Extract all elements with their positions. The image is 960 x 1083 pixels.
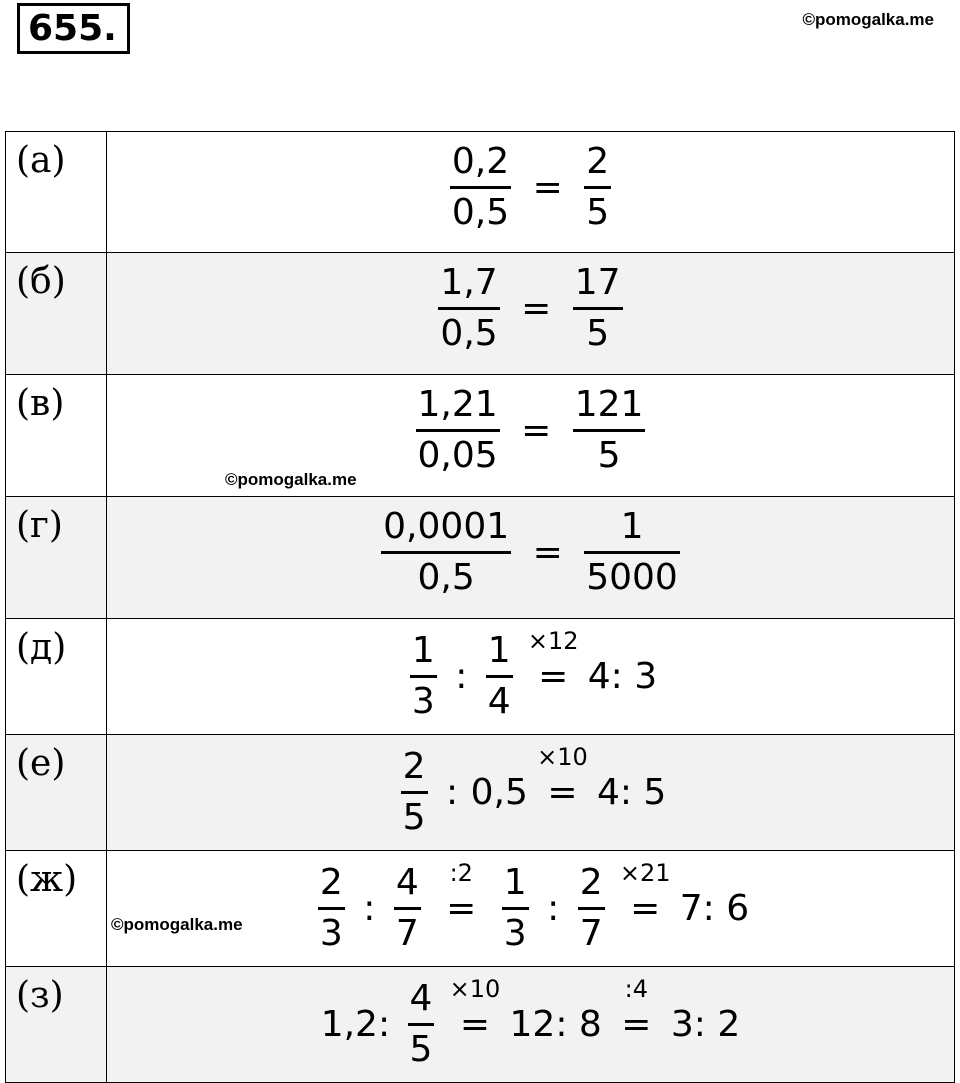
- equation: $\frac{1,21}{0,05}$ = $\frac{121}{5}$: [107, 381, 954, 480]
- fraction: $\frac{1,7}{0,5}$: [438, 259, 499, 358]
- equation: 1,2: $\frac{4}{5}$ ×10 = 12: 8 :4 = 3: 2: [107, 975, 954, 1074]
- transform-equals: ×12 =: [527, 626, 579, 697]
- table-row: [6, 132, 955, 253]
- math-cell: [107, 375, 955, 497]
- fraction: $\frac{1}{4}$: [486, 627, 513, 726]
- equation: $\frac{0,2}{0,5}$ = $\frac{2}{5}$: [107, 138, 954, 237]
- fraction: $\frac{121}{5}$: [573, 381, 646, 480]
- row-label: (ж): [6, 851, 107, 967]
- transform-equals: :4 =: [621, 974, 652, 1045]
- row-label: (г): [6, 497, 107, 619]
- row-label: (з): [6, 967, 107, 1083]
- table-row: [6, 253, 955, 375]
- fraction: $\frac{1,21}{0,05}$: [416, 381, 500, 480]
- math-cell: [107, 497, 955, 619]
- fraction: $\frac{0,2}{0,5}$: [450, 138, 511, 237]
- fraction: $\frac{2}{5}$: [401, 743, 428, 842]
- table-row: [6, 375, 955, 497]
- math-cell: [107, 619, 955, 735]
- transform-equals: ×10 =: [449, 974, 501, 1045]
- row-label: (е): [6, 735, 107, 851]
- fraction: $\frac{4}{5}$: [408, 975, 435, 1074]
- fraction: $\frac{2}{3}$: [318, 859, 345, 958]
- equation: $\frac{0,0001}{0,5}$ = $\frac{1}{5000}$: [107, 503, 954, 602]
- row-label: (д): [6, 619, 107, 735]
- math-cell: [107, 253, 955, 375]
- transform-equals: ×21 =: [619, 858, 671, 929]
- row-label: (б): [6, 253, 107, 375]
- watermark: ©pomogalka.me: [111, 915, 243, 934]
- row-label: (а): [6, 132, 107, 253]
- equation: $\frac{1}{3}$ : $\frac{1}{4}$ ×12 = 4: 3: [107, 627, 954, 726]
- fraction: $\frac{1}{5000}$: [584, 503, 680, 602]
- watermark: ©pomogalka.me: [225, 470, 357, 489]
- math-cell: [107, 851, 955, 967]
- table-row: [6, 619, 955, 735]
- math-cell: [107, 967, 955, 1083]
- math-cell: [107, 132, 955, 253]
- table-row: [6, 497, 955, 619]
- fraction: $\frac{4}{7}$: [394, 859, 421, 958]
- table-row: [6, 967, 955, 1083]
- fraction: $\frac{17}{5}$: [573, 259, 623, 358]
- fraction: $\frac{2}{5}$: [584, 138, 611, 237]
- transform-equals: :2 =: [446, 858, 477, 929]
- table-row: [6, 851, 955, 967]
- transform-equals: ×10 =: [537, 742, 588, 813]
- table-row: [6, 735, 955, 851]
- watermark-top: ©pomogalka.me: [802, 10, 934, 29]
- equation: $\frac{2}{3}$ : $\frac{4}{7}$ :2 = $\frac{1}{3}$ : $\frac{2}{7}$ ×21 = 7: 6: [107, 859, 954, 958]
- equation: $\frac{1,7}{0,5}$ = $\frac{17}{5}$: [107, 259, 954, 358]
- fraction: $\frac{1}{3}$: [410, 627, 437, 726]
- fraction: $\frac{2}{7}$: [578, 859, 605, 958]
- problem-number: 655.: [17, 3, 130, 54]
- row-label: (в): [6, 375, 107, 497]
- equation: $\frac{2}{5}$ : 0,5 ×10 = 4: 5: [107, 743, 954, 842]
- math-cell: [107, 735, 955, 851]
- solution-table: [5, 131, 955, 1083]
- fraction: $\frac{1}{3}$: [502, 859, 529, 958]
- fraction: $\frac{0,0001}{0,5}$: [381, 503, 511, 602]
